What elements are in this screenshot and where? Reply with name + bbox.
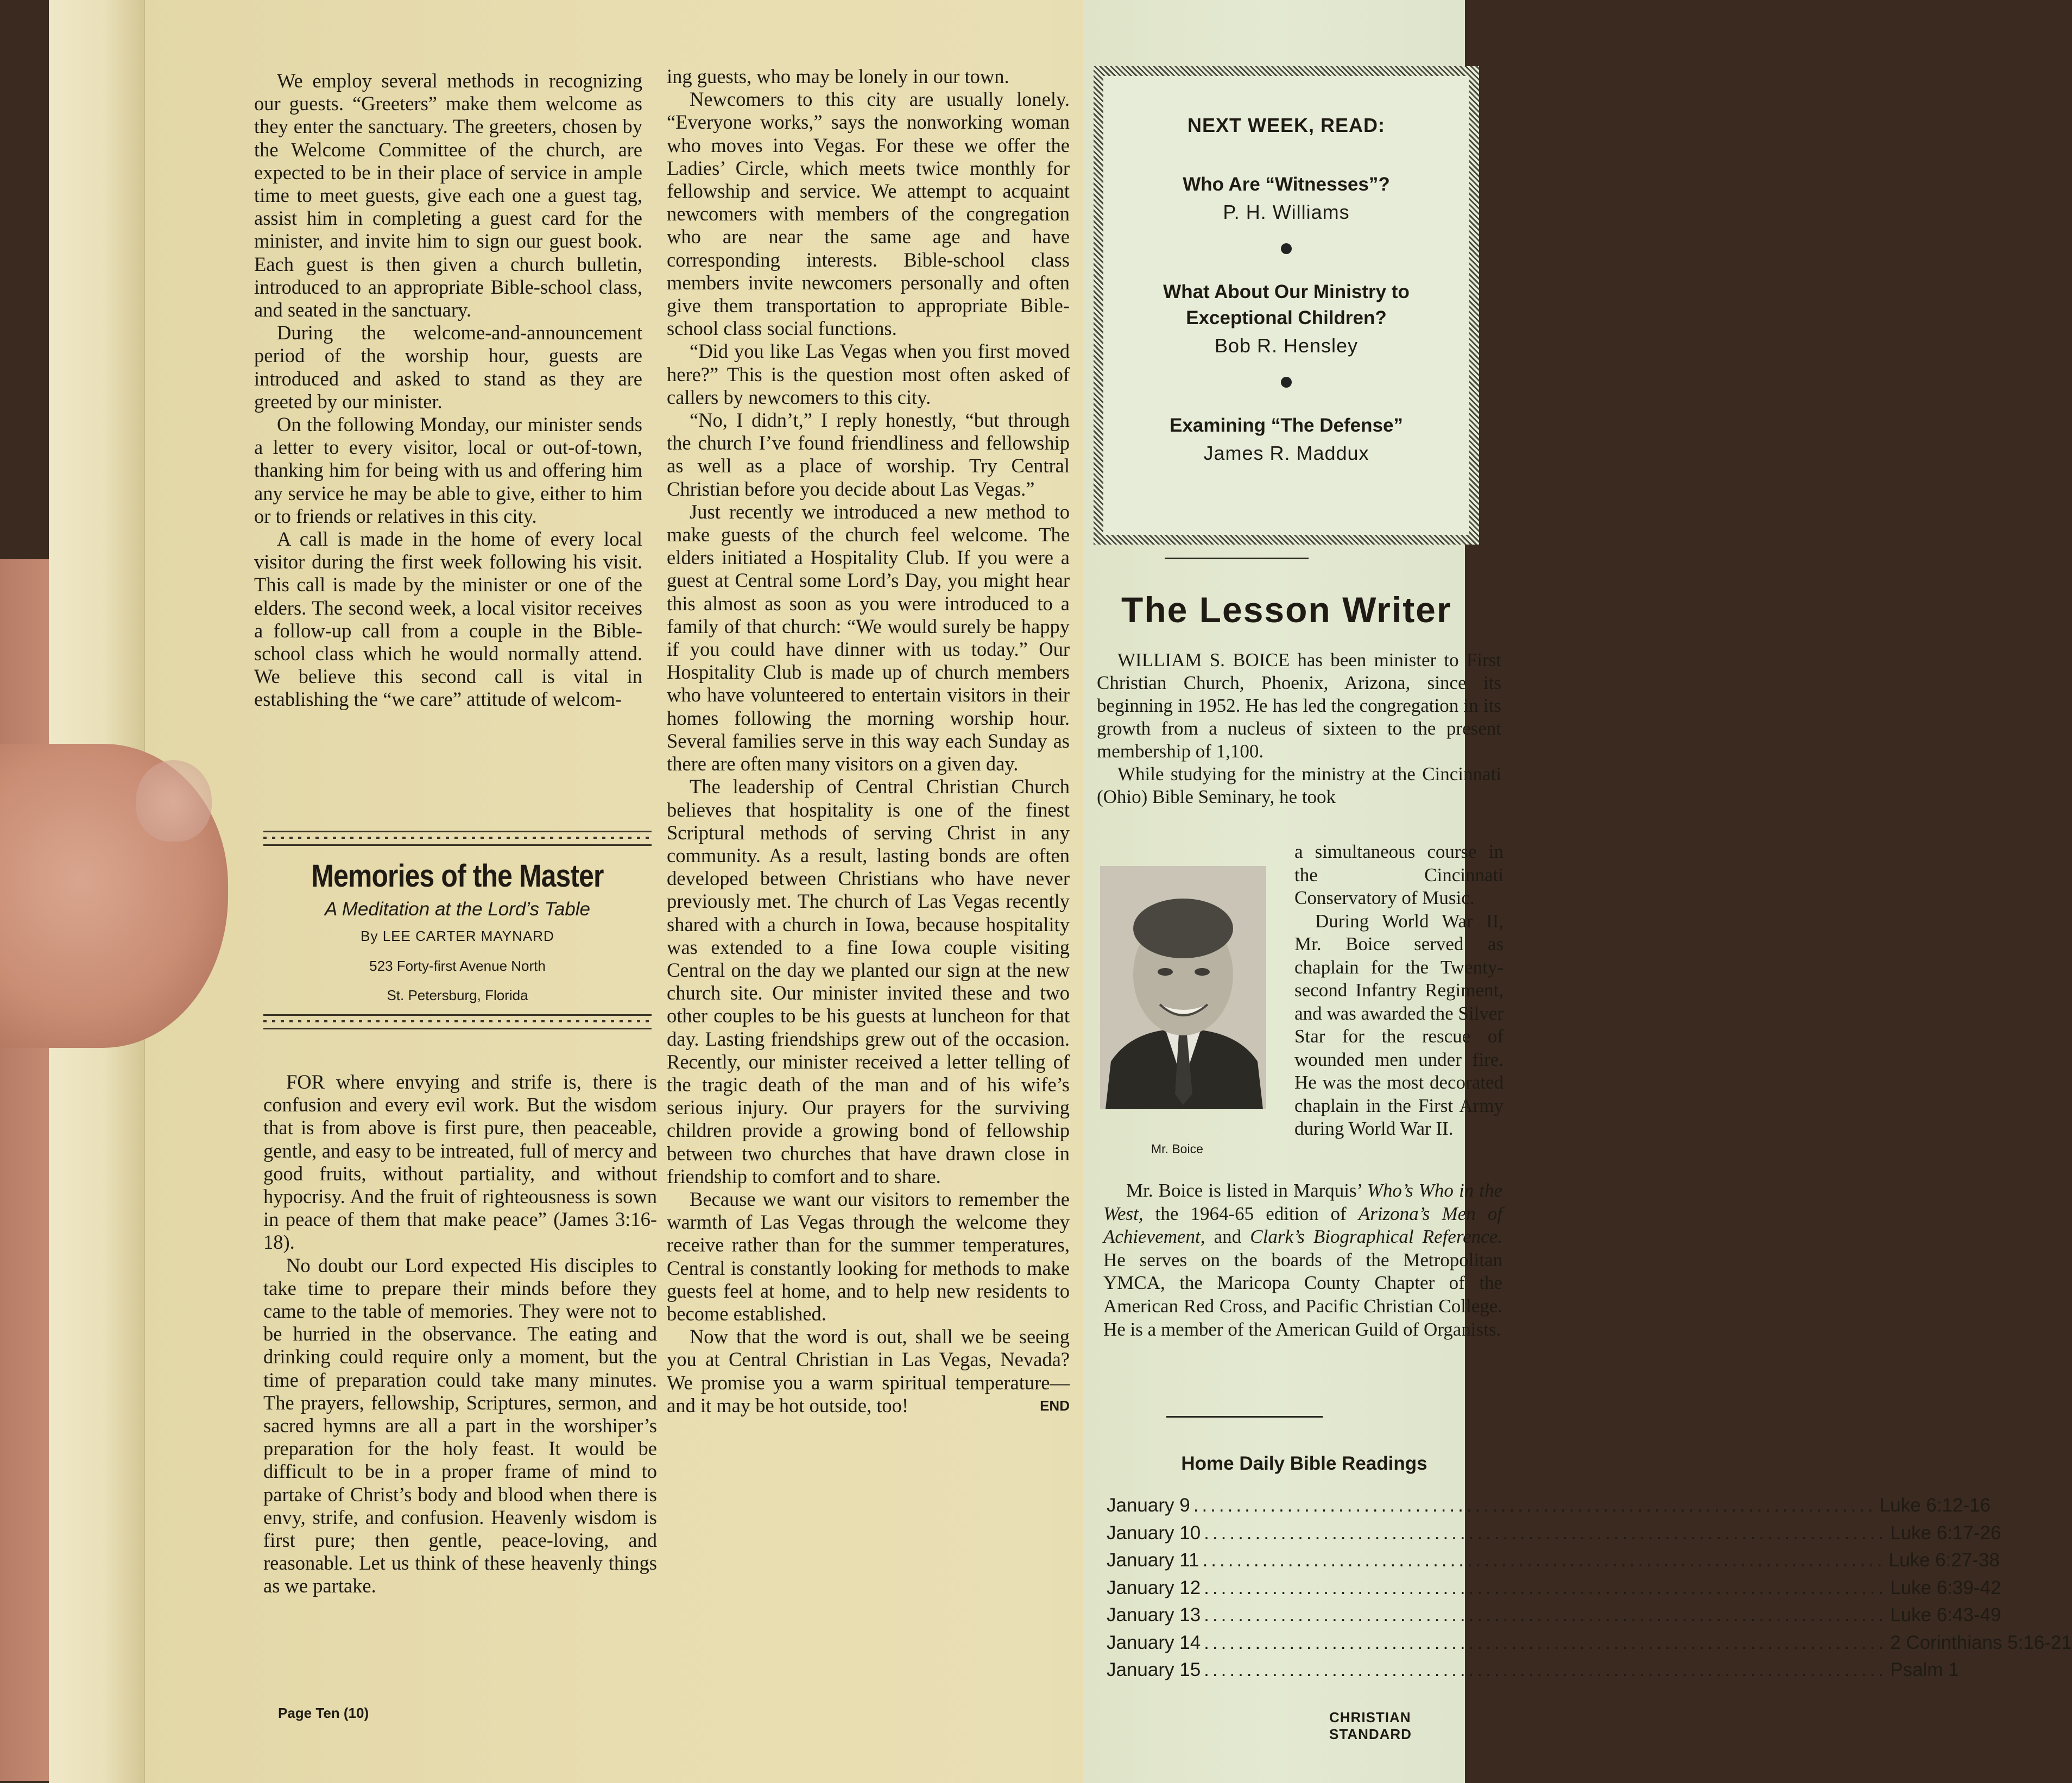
paragraph [667,1325,1070,1417]
paragraph: During the welcome-and-announcement period of the worship hour, guests are introduced and asked to stand as they are greeted by our minister. [254,321,642,413]
reading-reference: Luke 6:12-16 [1879,1495,1991,1516]
next-week-author: James R. Maddux [1203,442,1369,464]
lesson-writer-title: The Lesson Writer [1121,590,1452,630]
bio-text: Mr. Boice is listed in Marquis’ [1126,1180,1362,1201]
holding-hand [0,559,49,1781]
reading-reference: Luke 6:43-49 [1890,1604,2001,1626]
reading-date: January 14 [1107,1632,1201,1653]
meditation-address-line-2: St. Petersburg, Florida [387,987,528,1003]
reading-date: January 15 [1107,1659,1201,1680]
paragraph: No doubt our Lord expected His disciples to take time to prepare their minds before they came to the table of memories. They were not to be hurried in the observance. The eating and drinking could require only a moment, but the time of preparation could take many minutes. The prayers, fellowship, Scriptures, sermon, and sacred hymns are all a part in the worshiper’s preparation for the holy feast. It would be difficult to be in a proper frame of mind to partake of Christ’s body and blood when there is envy, strife, and confusion. Heavenly wisdom is first pure; then gentle, peace-loving, and reasonable. Let us think of these heavenly things as we partake. [263,1254,657,1597]
magazine-page [49,0,2072,1783]
next-week-title: What About Our Ministry to Exceptional Children? [1163,281,1410,328]
meditation-title: Memories of the Master [311,858,604,894]
divider [1165,558,1309,559]
paragraph: “No, I didn’t,” I reply honestly, “but through the church I’ve found friendliness and fellowship as well as a place of worship. Try Central Christian before you decide about Las Vegas.” [667,409,1070,500]
meditation-byline: By LEE CARTER MAYNARD [361,928,554,944]
paragraph: We employ several methods in recognizing our guests. “Greeters” make them welcome as they enter the sanctuary. The greeters, chosen by the Welcome Committee of the church, are expected to be in their place of service in ample time to meet guests, give each one a guest tag, assist him in completing a guest card for the minister, and invite him to sign our guest book. Each guest is then given a church bulletin, introduced to an appropriate Bible-school class, and seated in the sanctuary. [254,69,642,321]
reading-row [1107,1492,1991,1520]
readings-title: Home Daily Bible Readings [1181,1453,1427,1474]
leader-dots: ................................................................................ [1204,1659,1887,1680]
leader-dots: ................................................................................ [1193,1495,1877,1516]
reading-reference: Psalm 1 [1890,1659,1959,1680]
next-week-author: P. H. Williams [1223,201,1350,223]
article-column-2 [667,65,1070,1417]
reading-reference: Luke 6:17-26 [1890,1522,2001,1544]
portrait-image [1100,866,1266,1109]
bullet-dot [1281,377,1292,388]
paragraph: The leadership of Central Christian Church believes that hospitality is one of the finest Scriptural methods of serving Christ in any community. As a result, lasting bonds are often developed between Christians who have never previously met. The church of Las Vegas recently shared with a church in Iowa, because hospitality was extended to a fine Iowa couple visiting Central on the day we planted our sign at the new church site. Our minister invited these and two other couples to be his guests at luncheon for that day. Lasting friendships grew out of the occasion. Recently, our minister received a letter telling of the tragic death of the man and of his wife’s serious injury. Our prayers for the surviving children provide a growing bond of fellowship between two churches that have drawn close in friendship to comfort and to share. [667,775,1070,1187]
paragraph: Just recently we introduced a new method to make guests of the church feel welcome. The elders initiated a Hospitality Club. If you were a guest at Central some Lord’s Day, you might hear this almost as soon as you were introduced to a family of that church: “We would surely be happy if you could have dinner with us today.” Our Hospitality Club is made up of church members who have volunteered to entertain visitors in their homes following the morning worship hour. Several families serve in this way each Sunday as there are often many visitors on a given day. [667,500,1070,775]
paragraph-text: Now that the word is out, shall we be seeing you at Central Christian in Las Vegas, Nevada? We promise you a warm spiritual temperature—and it may be hot outside, too! [667,1325,1070,1417]
meditation-header [263,831,652,1029]
paragraph: A call is made in the home of every local visitor during the first week following his visit. This call is made by the minister or one of the elders. The second week, a local visitor receives a follow-up call from a couple in the Bible-school class which he would normally attend. We believe this second call is vital in establishing the “we care” attitude of welcom- [254,528,642,711]
paragraph: “Did you like Las Vegas when you first moved here?” This is the question most often asked of callers by newcomers to this city. [667,340,1070,408]
leader-dots: ................................................................................ [1204,1577,1887,1598]
reading-reference: Luke 6:39-42 [1890,1577,2001,1598]
leader-dots: ................................................................................ [1204,1522,1887,1544]
next-week-heading: NEXT WEEK, READ: [1187,114,1385,136]
lesson-writer-wrap-text [1294,840,1504,1141]
reading-date: January 12 [1107,1577,1201,1598]
meditation-address-line-1: 523 Forty-first Avenue North [369,958,546,974]
paragraph: ing guests, who may be lonely in our town. [667,65,1009,87]
next-week-author: Bob R. Hensley [1214,334,1359,357]
reading-row [1107,1520,2001,1547]
reading-row [1107,1575,2001,1602]
reading-row [1107,1602,2001,1629]
paragraph: Newcomers to this city are usually lonely. “Everyone works,” says the nonworking woman who moves into Vegas. For these we offer the Ladies’ Circle, which meets twice monthly for fellowship and service. We attempt to acquaint newcomers with members of the congregation who are near the same age and have corresponding interests. Bible-school class members invite newcomers personally and often give them transportation to appropriate Bible-school class social functions. [667,88,1070,340]
page-number: Page Ten (10) [278,1705,369,1721]
reading-date: January 9 [1107,1495,1190,1516]
decorative-rule [263,831,652,846]
reading-row [1107,1656,1959,1684]
reading-reference: 2 Corinthians 5:16-21 [1890,1632,2072,1653]
paragraph: While studying for the ministry at the Cincinnati (Ohio) Bible Seminary, he took [1097,763,1501,807]
photo-caption: Mr. Boice [1151,1142,1203,1156]
reading-date: January 10 [1107,1522,1201,1544]
meditation-subtitle: A Meditation at the Lord’s Table [324,899,591,920]
bio-italic: Who’s Who in the West, [1103,1180,1503,1224]
article-column-1 [254,69,642,711]
meditation-body [263,1071,657,1598]
leader-dots: ................................................................................ [1202,1550,1886,1571]
paragraph: WILLIAM S. BOICE has been minister to First Christian Church, Phoenix, Arizona, since its beginning in 1952. He has led the congregation in its growth from a nucleus of sixteen to the present membership of 1,100. [1097,649,1501,762]
paragraph: During World War II, Mr. Boice served as chaplain for the Twenty-second Infantry Regiment, and was awarded the Silver Star for the rescue of wounded men under fire. He was the most decorated chaplain in the First Army during World War II. [1294,910,1504,1139]
leader-dots: ................................................................................ [1204,1604,1887,1626]
paragraph: a simultaneous course in the Cincinnati Conservatory of Music. [1294,841,1504,908]
next-week-title: Examining “The Defense” [1170,415,1403,436]
portrait-photo [1100,866,1266,1109]
lesson-writer-bio [1103,1179,1502,1341]
bio-text: He serves on the boards of the Metropolitan YMCA, the Maricopa County Chapter of the American Red Cross, and Pacific Christian College. He is a member of the American Guild of Organists. [1103,1249,1502,1340]
reading-date: January 11 [1107,1550,1199,1571]
thumbnail [136,760,212,842]
readings-list [1107,1492,2072,1684]
paragraph: On the following Monday, our minister sends a letter to every visitor, local or out-of-town, thanking him for being with us and offering him any service he may be able to give, either to him or to friends or relatives in this city. [254,413,642,527]
reading-row [1107,1629,2072,1657]
next-week-title: Who Are “Witnesses”? [1183,174,1390,195]
paragraph: FOR where envying and strife is, there is confusion and every evil work. But the wisdom that is from above is first pure, then peaceable, gentle, and easy to be intreated, full of mercy and good fruits, without partiality, and without hypocrisy. And the fruit of righteousness is sown in peace of them that make peace” (James 3:16-18). [263,1071,657,1254]
paragraph: Because we want our visitors to remember the warmth of Las Vegas through the welcome they receive rather than for the summer temperatures, Central is constantly looking for methods to make guests feel at home, and to help new residents to become established. [667,1187,1070,1325]
reading-row [1107,1547,2000,1575]
reading-date: January 13 [1107,1604,1201,1626]
bullet-dot [1281,243,1292,254]
bio-text: the 1964-65 edition of [1155,1203,1347,1224]
bio-italic: Clark’s Biographical Reference. [1250,1226,1502,1248]
bio-italic: Arizona’s Men of Achievement, [1103,1203,1503,1248]
lesson-writer-intro [1097,649,1501,808]
decorative-rule [263,1014,652,1029]
end-mark: END [1040,1397,1070,1414]
paragraph [1103,1179,1502,1341]
divider [1166,1416,1323,1418]
publication-name: CHRISTIAN STANDARD [1329,1709,1412,1742]
leader-dots: ................................................................................ [1204,1632,1887,1653]
bio-text: and [1214,1226,1242,1248]
next-week-box [1094,66,1479,545]
reading-reference: Luke 6:27-38 [1888,1550,2000,1571]
